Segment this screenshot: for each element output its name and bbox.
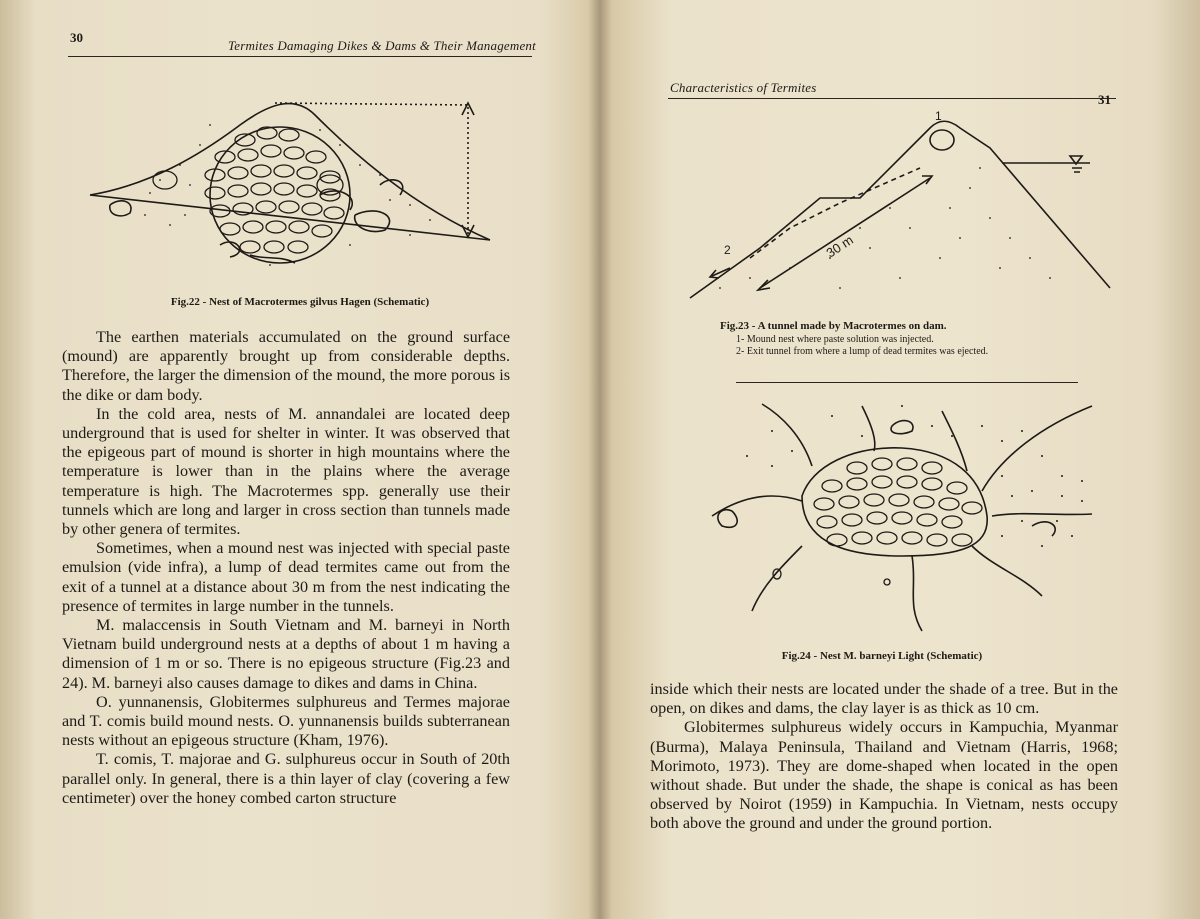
figure-23-label-2: 2 bbox=[724, 243, 731, 257]
left-paragraph-6: T. comis, T. majorae and G. sulphureus occur in South of 20th parallel only. In general, there is a thin layer of clay (covering a few centimeter) over the honey combed carton structure bbox=[62, 750, 510, 807]
right-page bbox=[602, 0, 1200, 919]
left-paragraph-4: M. malaccensis in South Vietnam and M. barneyi in North Vietnam build underground nests at a depths of about 1 m having a dimension of 1 m or so. There is no epigeous structure (Fig.23 and 24). M. barneyi also causes damage to dikes and dams in China. bbox=[62, 616, 510, 692]
figure-22-caption: Fig.22 - Nest of Macrotermes gilvus Hagen (Schematic) bbox=[170, 296, 430, 308]
left-paragraph-3: Sometimes, when a mound nest was injected with special paste emulsion (vide infra), a lump of dead termites came out from the exit of a tunnel at a distance about 30 m from the nest indicating the presence of termites in large number in the tunnels. bbox=[62, 539, 510, 615]
left-page bbox=[0, 0, 598, 919]
figure-separator-rule bbox=[736, 382, 1078, 383]
running-head-left: Termites Damaging Dikes & Dams & Their Management bbox=[228, 38, 536, 53]
left-paragraph-1: The earthen materials accumulated on the ground surface (mound) are apparently brought up from considerable depths. Therefore, the larger the dimension of the mound, the more porous is the dike or dam body. bbox=[62, 328, 510, 404]
figure-23-label-1: 1 bbox=[935, 109, 942, 123]
header-rule-left bbox=[68, 56, 532, 57]
figure-23-caption: Fig.23 - A tunnel made by Macrotermes on dam. bbox=[720, 320, 947, 332]
header-rule-right bbox=[668, 98, 1116, 99]
figure-23-dam-tunnel bbox=[690, 108, 1110, 308]
figure-23-notes bbox=[736, 334, 1076, 358]
figure-23-distance-label: 30 m bbox=[823, 232, 856, 261]
left-paragraph-2: In the cold area, nests of M. annandalei are located deep underground that is used for shelter in winter. It was observed that the epigeous part of mound is shorter in high mountains where the temperature is lower than in the plains where the average temperature is high. The Macrotermes spp. generally use their tunnels which are long and larger in cross section than tunnels made by other genera of termites. bbox=[62, 404, 510, 539]
right-paragraph-1: inside which their nests are located under the shade of a tree. But in the open, on dikes and dams, the clay layer is as thick as 10 cm. bbox=[650, 680, 1118, 718]
page-number-right: 31 bbox=[1098, 92, 1111, 107]
left-body-text bbox=[62, 328, 510, 808]
figure-24-caption: Fig.24 - Nest M. barneyi Light (Schematic) bbox=[781, 650, 983, 662]
page-number-left: 30 bbox=[70, 30, 83, 45]
figure-23-note-1: 1- Mound nest where paste solution was injected. bbox=[736, 334, 934, 345]
figure-22-mound-nest bbox=[90, 85, 500, 275]
running-head-right: Characteristics of Termites bbox=[670, 80, 817, 95]
left-paragraph-5: O. yunnanensis, Globitermes sulphureus and Termes majorae and T. comis build mound nests. O. yunnanensis builds subterranean nests without an epigeous structure (Kham, 1976). bbox=[62, 692, 510, 750]
right-body-text bbox=[650, 680, 1118, 834]
right-paragraph-2: Globitermes sulphureus widely occurs in Kampuchia, Myanmar (Burma), Malaya Peninsula, Thailand and Vietnam (Harris, 1968; Morimoto, 1973). They are dome-shaped when located in the open without shade. But under the shade, the shape is conical as has been observed by Noirot (1959) in Kampuchia. In Vietnam, nests occupy both above the ground and under the ground portion. bbox=[650, 718, 1118, 833]
figure-24-underground-nest bbox=[702, 396, 1102, 636]
figure-23-note-2: 2- Exit tunnel from where a lump of dead termites was ejected. bbox=[736, 346, 989, 357]
